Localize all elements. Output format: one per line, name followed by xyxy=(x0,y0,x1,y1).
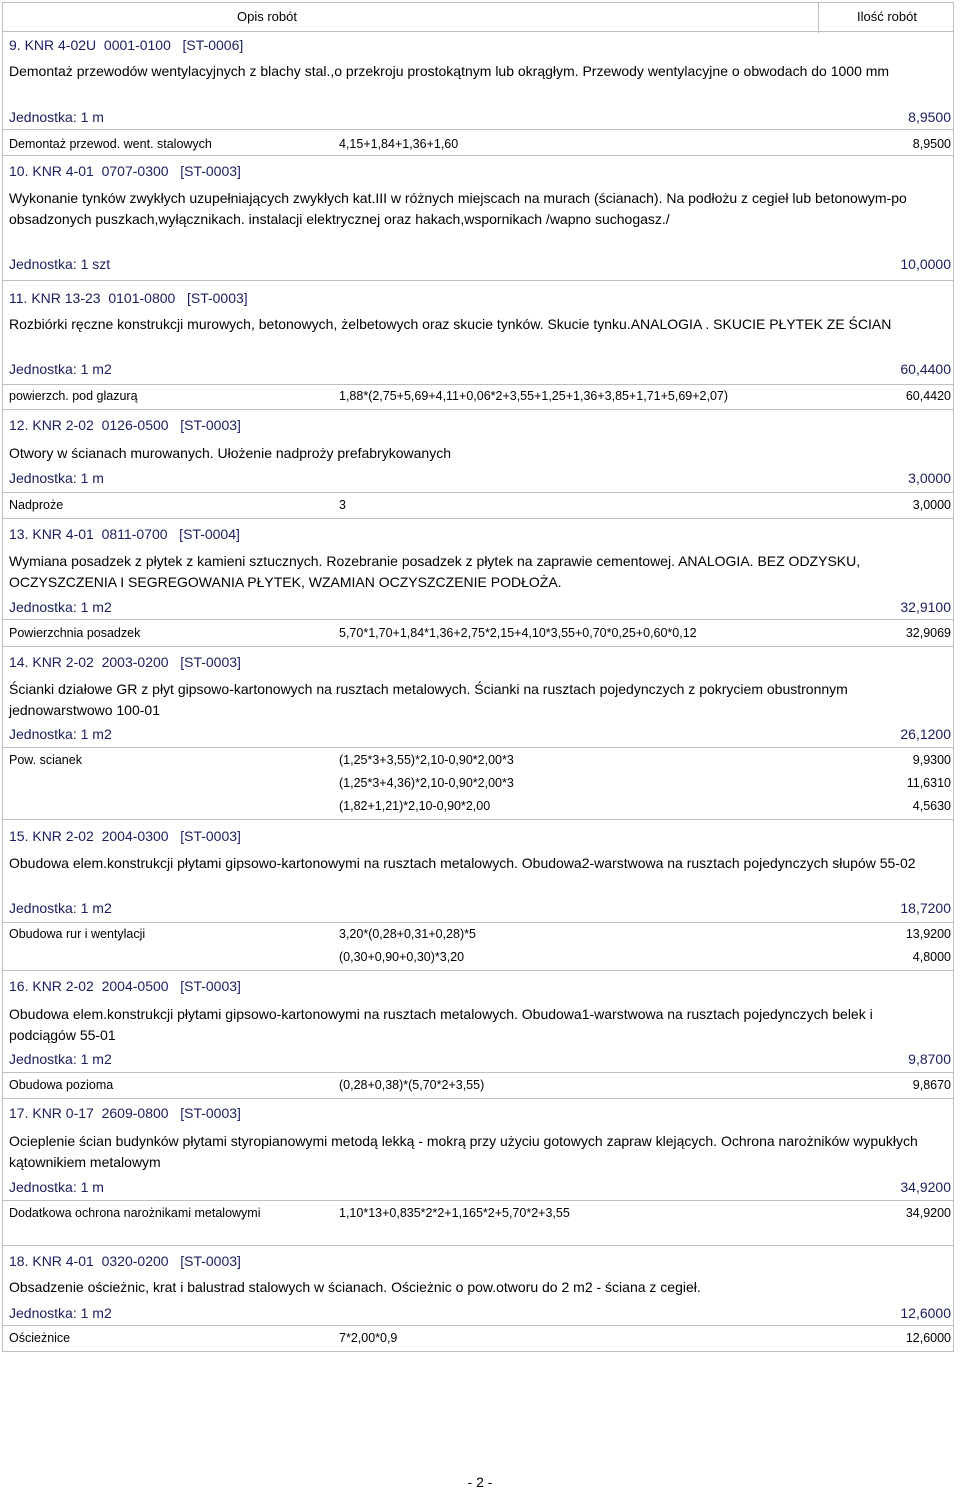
measurement-name: Nadproże xyxy=(9,498,64,512)
measurement-expression: (0,28+0,38)*(5,70*2+3,55) xyxy=(339,1078,485,1092)
measurement-value: 60,4420 xyxy=(905,389,951,403)
row-divider xyxy=(2,1098,954,1099)
measurement-value: 12,6000 xyxy=(905,1331,951,1345)
measurement-expression: 3 xyxy=(339,498,346,512)
row-divider xyxy=(2,1200,954,1201)
unit-label: Jednostka: 1 szt xyxy=(9,256,111,272)
row-divider xyxy=(2,819,954,820)
position-title: 9. KNR 4-02U 0001-0100 [ST-0006] xyxy=(9,37,244,53)
unit-label: Jednostka: 1 m2 xyxy=(9,599,112,615)
row-divider xyxy=(2,1072,954,1073)
position-description: Obudowa elem.konstrukcji płytami gipsowo-kartonowymi na rusztach metalowych. Obudowa2-warstwowa na rusztach pojedynczych słupów 55-02 xyxy=(9,855,916,871)
measurement-name: Dodatkowa ochrona narożnikami metalowymi xyxy=(9,1206,261,1220)
unit-total: 9,8700 xyxy=(908,1051,951,1067)
position-description: Obsadzenie ościeżnic, krat i balustrad stalowych w ścianach. Ościeżnic o pow.otworu do 2 m2 - ściana z cegieł. xyxy=(9,1279,701,1295)
measurement-expression: (1,25*3+4,36)*2,10-0,90*2,00*3 xyxy=(339,776,514,790)
measurement-value: 3,0000 xyxy=(912,498,951,512)
position-title: 18. KNR 4-01 0320-0200 [ST-0003] xyxy=(9,1253,241,1269)
position-description: Ścianki działowe GR z płyt gipsowo-kartonowych na rusztach metalowych. Ścianki na rusztach pojedynczych z pokryciem obustronnym jednowarstwowo 100-01 xyxy=(9,681,848,718)
position-description: Rozbiórki ręczne konstrukcji murowych, betonowych, żelbetowych oraz skucie tynków. Skucie tynku.ANALOGIA . SKUCIE PŁYTEK ZE ŚCIAN xyxy=(9,316,892,332)
position-title: 14. KNR 2-02 2003-0200 [ST-0003] xyxy=(9,654,241,670)
unit-total: 60,4400 xyxy=(900,361,951,377)
measurement-value: 11,6310 xyxy=(906,776,951,790)
measurement-name: Powierzchnia posadzek xyxy=(9,626,141,640)
measurement-expression: 5,70*1,70+1,84*1,36+2,75*2,15+4,10*3,55+0,70*0,25+0,60*0,12 xyxy=(339,626,697,640)
position-title: 11. KNR 13-23 0101-0800 [ST-0003] xyxy=(9,290,248,306)
unit-label: Jednostka: 1 m xyxy=(9,109,104,125)
measurement-expression: 1,88*(2,75+5,69+4,11+0,06*2+3,55+1,25+1,36+3,85+1,71+5,69+2,07) xyxy=(339,389,729,403)
row-divider xyxy=(2,129,954,130)
unit-total: 8,9500 xyxy=(908,109,951,125)
row-divider xyxy=(2,518,954,519)
unit-total: 10,0000 xyxy=(900,256,951,272)
measurement-value: 34,9200 xyxy=(905,1206,951,1220)
measurement-name: powierzch. pod glazurą xyxy=(9,389,138,403)
row-divider xyxy=(2,492,954,493)
unit-label: Jednostka: 1 m xyxy=(9,470,104,486)
unit-label: Jednostka: 1 m2 xyxy=(9,1305,112,1321)
measurement-value: 32,9069 xyxy=(905,626,951,640)
unit-label: Jednostka: 1 m2 xyxy=(9,361,112,377)
position-title: 15. KNR 2-02 2004-0300 [ST-0003] xyxy=(9,828,241,844)
unit-total: 3,0000 xyxy=(908,470,951,486)
unit-label: Jednostka: 1 m2 xyxy=(9,1051,112,1067)
row-divider xyxy=(2,409,954,410)
measurement-name: Ościeżnice xyxy=(9,1331,71,1345)
row-divider xyxy=(2,619,954,620)
measurement-expression: 4,15+1,84+1,36+1,60 xyxy=(339,137,459,151)
position-title: 10. KNR 4-01 0707-0300 [ST-0003] xyxy=(9,163,241,179)
measurement-value: 4,8000 xyxy=(912,950,951,964)
position-description: Wymiana posadzek z płytek z kamieni sztucznych. Rozebranie posadzek z płytek na zaprawie cementowej. ANALOGIA. BEZ ODZYSKU, OCZYSZCZENIA I SEGREGOWANIA PŁYTEK, WZAMIAN OCZYSZCZENIE PODŁOŻA. xyxy=(9,553,861,590)
measurement-name: Demontaż przewod. went. stalowych xyxy=(9,137,212,151)
measurement-expression: (1,25*3+3,55)*2,10-0,90*2,00*3 xyxy=(339,753,514,767)
unit-label: Jednostka: 1 m xyxy=(9,1179,104,1195)
unit-total: 12,6000 xyxy=(900,1305,951,1321)
position-title: 13. KNR 4-01 0811-0700 [ST-0004] xyxy=(9,526,240,542)
row-divider xyxy=(2,970,954,971)
position-title: 17. KNR 0-17 2609-0800 [ST-0003] xyxy=(9,1105,241,1121)
unit-total: 32,9100 xyxy=(900,599,951,615)
measurement-value: 9,8670 xyxy=(912,1078,951,1092)
position-description: Obudowa elem.konstrukcji płytami gipsowo-kartonowymi na rusztach metalowych. Obudowa1-warstwowa na rusztach pojedynczych belek i podciągów 55-01 xyxy=(9,1006,873,1043)
measurement-value: 4,5630 xyxy=(912,799,951,813)
measurement-name: Obudowa pozioma xyxy=(9,1078,114,1092)
measurement-expression: 3,20*(0,28+0,31+0,28)*5 xyxy=(339,927,476,941)
measurement-expression: (1,82+1,21)*2,10-0,90*2,00 xyxy=(339,799,491,813)
header-quantity: Ilość robót xyxy=(857,9,917,24)
position-title: 12. KNR 2-02 0126-0500 [ST-0003] xyxy=(9,417,241,433)
row-divider xyxy=(2,747,954,748)
unit-label: Jednostka: 1 m2 xyxy=(9,726,112,742)
measurement-value: 9,9300 xyxy=(912,753,951,767)
unit-label: Jednostka: 1 m2 xyxy=(9,900,112,916)
row-divider xyxy=(2,646,954,647)
measurement-expression: 7*2,00*0,9 xyxy=(339,1331,398,1345)
row-divider xyxy=(2,1325,954,1326)
row-divider xyxy=(2,1245,954,1246)
header-divider xyxy=(818,3,819,33)
unit-total: 34,9200 xyxy=(900,1179,951,1195)
position-description: Demontaż przewodów wentylacyjnych z blachy stal.,o przekroju prostokątnym lub okrągłym. Przewody wentylacyjne o obwodach do 1000 mm xyxy=(9,63,890,79)
header-description: Opis robót xyxy=(237,9,297,24)
page-number: - 2 - xyxy=(467,1474,493,1490)
table-header xyxy=(2,2,954,32)
unit-total: 26,1200 xyxy=(900,726,951,742)
position-description: Wykonanie tynków zwykłych uzupełniających zwykłych kat.III w różnych miejscach na murach (ścianach). Na podłożu z cegieł lub betonowym-po obsadzonych puszkach,wyłącznikach. instalacji elektrycznej oraz hakach,wspornikach /wapno suchogasz./ xyxy=(9,190,907,227)
measurement-value: 8,9500 xyxy=(912,137,951,151)
measurement-expression: (0,30+0,90+0,30)*3,20 xyxy=(339,950,465,964)
unit-total: 18,7200 xyxy=(900,900,951,916)
measurement-expression: 1,10*13+0,835*2*2+1,165*2+5,70*2+3,55 xyxy=(339,1206,570,1220)
measurement-value: 13,9200 xyxy=(905,927,951,941)
measurement-name: Pow. scianek xyxy=(9,753,82,767)
row-divider xyxy=(2,155,954,156)
measurement-name: Obudowa rur i wentylacji xyxy=(9,927,146,941)
position-title: 16. KNR 2-02 2004-0500 [ST-0003] xyxy=(9,978,241,994)
row-divider xyxy=(2,280,954,281)
position-description: Ocieplenie ścian budynków płytami styropianowymi metodą lekką - mokrą przy użyciu gotowych zapraw klejących. Ochrona narożników wypukłych kątownikiem metalowym xyxy=(9,1133,918,1170)
position-description: Otwory w ścianach murowanych. Ułożenie nadproży prefabrykowanych xyxy=(9,445,451,461)
